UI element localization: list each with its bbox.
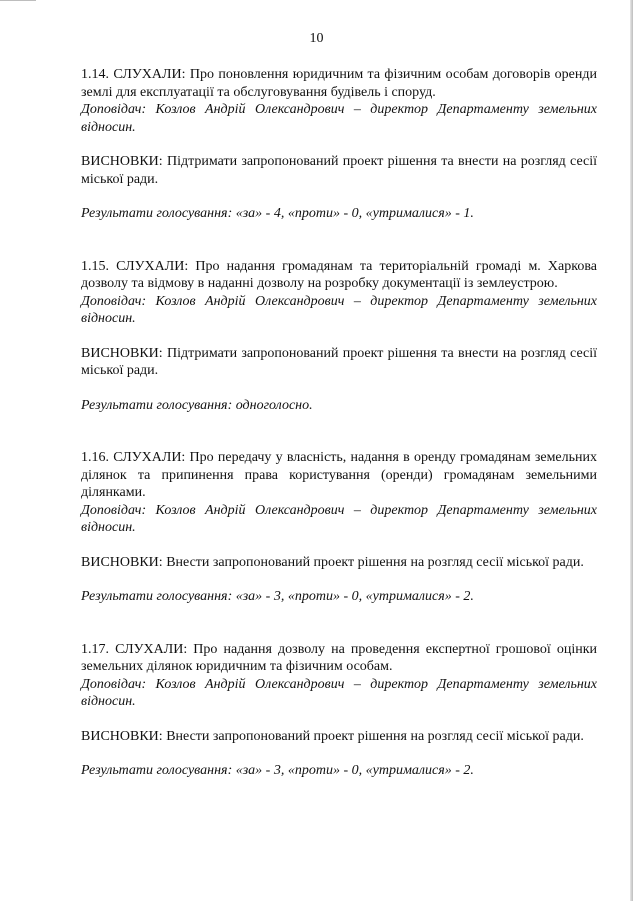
conclusions-paragraph bbox=[81, 153, 597, 188]
speaker-line: Доповідач: Козлов Андрій Олександрович – директор Департаменту земельних відносин. bbox=[81, 502, 597, 535]
heard-text: Про надання дозволу на проведення експертної грошової оцінки земельних ділянок юридичним та фізичним особам. bbox=[81, 641, 597, 674]
agenda-item-1-14 bbox=[81, 66, 597, 223]
conclusions-label: ВИСНОВКИ: bbox=[81, 154, 163, 169]
speaker-line: Доповідач: Козлов Андрій Олександрович – директор Департаменту земельних відносин. bbox=[81, 102, 597, 135]
heard-paragraph bbox=[81, 66, 597, 101]
conclusions-label: ВИСНОВКИ: bbox=[81, 554, 163, 570]
vote-results: Результати голосування: «за» - 3, «проти» - 0, «утрималися» - 2. bbox=[81, 763, 474, 778]
vote-results: Результати голосування: одноголосно. bbox=[81, 397, 313, 413]
heard-text: Про надання громадянам та територіальній громаді м. Харкова дозволу та відмову в наданні дозволу на розробку документації із землеустрою. bbox=[81, 258, 597, 291]
scan-edge-top bbox=[0, 0, 36, 1]
heard-paragraph bbox=[81, 449, 597, 502]
speaker-line: Доповідач: Козлов Андрій Олександрович – директор Департаменту земельних відносин. bbox=[81, 293, 597, 326]
conclusions-text: Підтримати запропонований проект рішення та внести на розгляд сесії міської ради. bbox=[81, 154, 598, 187]
minutes-content bbox=[81, 66, 597, 780]
heard-label: 1.14. СЛУХАЛИ: bbox=[81, 67, 186, 82]
conclusions-label: ВИСНОВКИ: bbox=[81, 728, 163, 744]
heard-label: 1.15. СЛУХАЛИ: bbox=[81, 258, 189, 274]
heard-label: 1.17. СЛУХАЛИ: bbox=[81, 641, 188, 657]
conclusions-paragraph bbox=[81, 554, 597, 572]
conclusions-text: Внести запропонований проект рішення на розгляд сесії міської ради. bbox=[166, 554, 584, 570]
speaker-line: Доповідач: Козлов Андрій Олександрович – директор Департаменту земельних відносин. bbox=[81, 676, 597, 709]
heard-text: Про передачу у власність, надання в оренду громадянам земельних ділянок та припинення права користування (оренди) громадянам земельними ділянками. bbox=[81, 450, 597, 500]
agenda-item-1-17 bbox=[81, 641, 597, 780]
conclusions-text: Підтримати запропонований проект рішення та внести на розгляд сесії міської ради. bbox=[81, 345, 598, 378]
conclusions-label: ВИСНОВКИ: bbox=[81, 345, 163, 361]
conclusions-paragraph bbox=[81, 345, 597, 380]
vote-results: Результати голосування: «за» - 3, «проти» - 0, «утрималися» - 2. bbox=[81, 589, 474, 604]
heard-paragraph bbox=[81, 641, 597, 676]
conclusions-paragraph bbox=[81, 728, 597, 746]
heard-text: Про поновлення юридичним та фізичним особам договорів оренди землі для експлуатації та обслуговування будівель і споруд. bbox=[81, 67, 598, 100]
agenda-item-1-15 bbox=[81, 258, 597, 415]
page-number: 10 bbox=[309, 31, 324, 46]
heard-paragraph bbox=[81, 258, 597, 293]
vote-results: Результати голосування: «за» - 4, «проти» - 0, «утрималися» - 1. bbox=[81, 206, 474, 221]
conclusions-text: Внести запропонований проект рішення на розгляд сесії міської ради. bbox=[166, 728, 584, 744]
heard-label: 1.16. СЛУХАЛИ: bbox=[81, 450, 186, 465]
agenda-item-1-16 bbox=[81, 449, 597, 606]
